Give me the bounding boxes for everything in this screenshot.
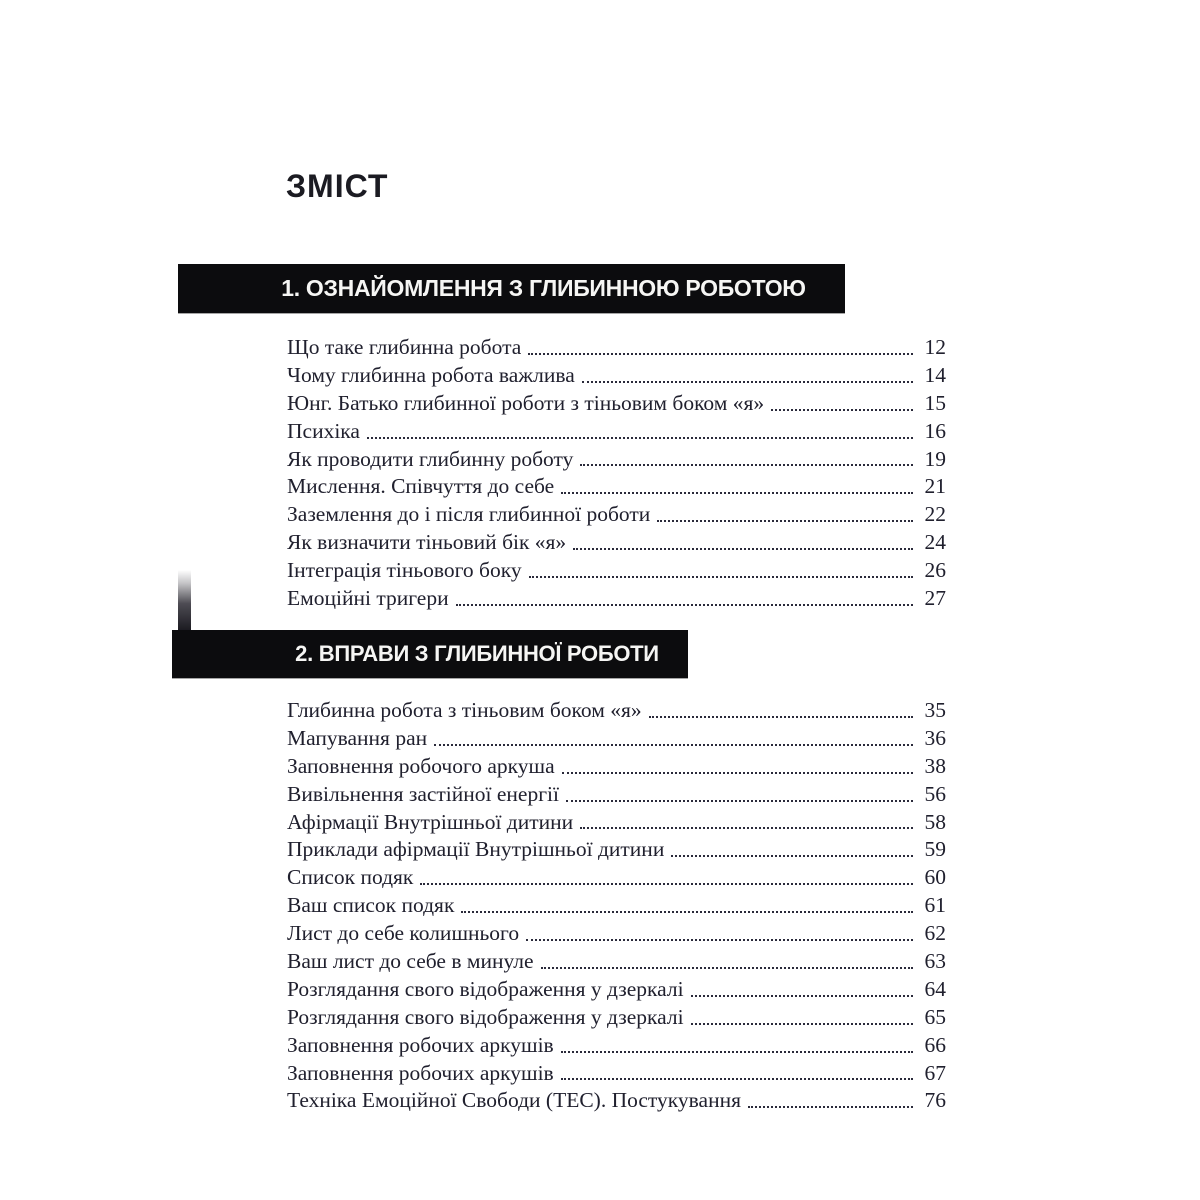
toc-entry-row [287,1032,946,1060]
toc-entry-title: Розглядання свого відображення у дзеркалі [287,976,684,1001]
toc-entry-row [287,753,946,781]
toc-entry-page-number: 62 [924,921,946,946]
toc-entry-row [287,529,946,557]
toc-entry-title: Як проводити глибинну роботу [287,446,574,471]
section-1-heading: 1. ОЗНАЙОМЛЕННЯ З ГЛИБИННОЮ РОБОТОЮ [281,275,806,301]
toc-entry-title: Юнг. Батько глибинної роботи з тіньовим боком «я» [287,390,765,415]
toc-entry-page-number: 15 [924,390,946,415]
scan-artifact-strip [178,570,191,631]
toc-entry-row [287,334,946,362]
toc-entry-row [287,585,946,613]
toc-entry-row [287,864,946,892]
toc-entry-page-number: 56 [924,781,946,806]
dot-leader [456,604,913,606]
toc-entry-title: Як визначити тіньовий бік «я» [287,530,567,555]
toc-entry-title: Мапування ран [287,725,428,750]
dot-leader [580,827,913,829]
dot-leader [434,744,913,746]
toc-entry-page-number: 66 [924,1032,946,1057]
toc-entry-title: Афірмації Внутрішньої дитини [287,809,574,834]
section-2-heading-bar [172,630,688,678]
dot-leader [528,353,913,355]
toc-entry-title: Що таке глибинна робота [287,335,522,359]
section-1-heading-bar [178,264,845,313]
dot-leader [657,520,913,522]
dot-leader [561,1051,913,1053]
dot-leader [671,855,913,857]
toc-entry-title: Ваш список подяк [287,893,455,918]
toc-entry-title: Заповнення робочого аркуша [287,753,555,778]
toc-entry-title: Техніка Емоційної Свободи (ТЕС). Постукування [287,1088,741,1113]
toc-entry-title: Приклади афірмації Внутрішньої дитини [287,837,665,862]
toc-entry-row [287,418,946,446]
toc-entry-title: Емоційні тригери [287,586,449,611]
toc-entry-row [287,781,946,809]
toc-entry-row [287,390,946,418]
toc-entry-title: Психіка [287,418,360,443]
dot-leader [748,1106,913,1108]
toc-entry-title: Ваш лист до себе в минуле [287,949,534,974]
toc-entry-row [287,976,946,1004]
toc-entry-title: Заповнення робочих аркушів [287,1060,554,1085]
toc-entry-page-number: 14 [924,362,946,387]
dot-leader [367,437,913,439]
toc-entry-page-number: 65 [924,1004,946,1029]
toc-entry-page-number: 36 [924,725,946,750]
dot-leader [561,492,913,494]
toc-entry-row [287,473,946,501]
dot-leader [526,939,913,941]
toc-entry-page-number: 67 [924,1060,946,1085]
toc-entry-title: Заповнення робочих аркушів [287,1032,554,1057]
dot-leader [582,381,913,383]
toc-entry-page-number: 58 [924,809,946,834]
toc-entry-row [287,725,946,753]
toc-entry-title: Лист до себе колишнього [287,921,520,946]
toc-entry-page-number: 22 [924,502,946,527]
toc-entry-title: Список подяк [287,865,414,890]
section-2-toc-list [287,697,946,1115]
toc-entry-page-number: 26 [924,558,946,583]
section-1-toc-list [287,334,946,613]
dot-leader [562,772,913,774]
toc-entry-row [287,1004,946,1032]
toc-entry-row [287,920,946,948]
toc-entry-title: Глибинна робота з тіньовим боком «я» [287,698,642,722]
dot-leader [649,716,913,718]
dot-leader [541,967,913,969]
toc-entry-page-number: 60 [924,865,946,890]
toc-entry-row [287,557,946,585]
toc-entry-row [287,501,946,529]
toc-entry-row [287,948,946,976]
toc-entry-row [287,892,946,920]
toc-entry-page-number: 21 [924,474,946,499]
toc-entry-title: Мислення. Співчуття до себе [287,474,555,499]
toc-entry-row [287,446,946,474]
toc-entry-title: Заземлення до і після глибинної роботи [287,502,651,527]
toc-entry-title: Чому глибинна робота важлива [287,362,575,387]
toc-entry-page-number: 61 [924,893,946,918]
dot-leader [566,800,913,802]
toc-entry-page-number: 64 [924,976,946,1001]
toc-entry-page-number: 59 [924,837,946,862]
toc-entry-page-number: 27 [924,586,946,611]
section-2-heading: 2. ВПРАВИ З ГЛИБИННОЇ РОБОТИ [295,641,659,666]
dot-leader [580,464,913,466]
page-title: ЗМІСТ [286,168,389,204]
toc-entry-page-number: 16 [924,418,946,443]
dot-leader [461,911,913,913]
dot-leader [771,409,913,411]
toc-entry-row [287,697,946,725]
toc-entry-page-number: 35 [924,698,946,722]
dot-leader [691,1023,913,1025]
toc-entry-title: Інтеграція тіньового боку [287,558,522,583]
toc-entry-row [287,1087,946,1115]
dot-leader [529,576,913,578]
toc-entry-page-number: 19 [924,446,946,471]
toc-entry-row [287,836,946,864]
toc-entry-page-number: 76 [924,1088,946,1113]
toc-entry-title: Вивільнення застійної енергії [287,781,559,806]
dot-leader [420,883,913,885]
toc-entry-row [287,809,946,837]
toc-entry-row [287,1060,946,1088]
dot-leader [573,548,913,550]
toc-entry-page-number: 12 [924,335,946,359]
toc-entry-page-number: 63 [924,949,946,974]
toc-entry-title: Розглядання свого відображення у дзеркалі [287,1004,684,1029]
dot-leader [561,1078,913,1080]
dot-leader [691,995,913,997]
toc-entry-row [287,362,946,390]
toc-entry-page-number: 24 [924,530,946,555]
toc-entry-page-number: 38 [924,753,946,778]
